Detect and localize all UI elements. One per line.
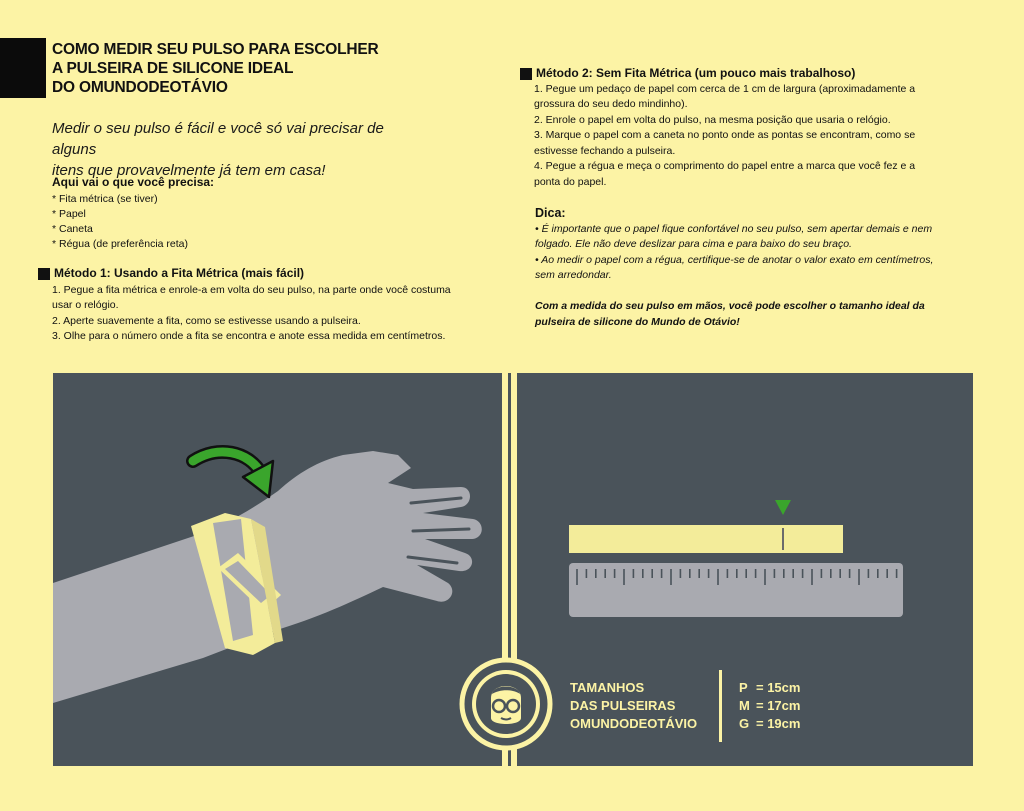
tip-line: sem arredondar. <box>535 269 612 281</box>
method2-line: 4. Pegue a régua e meça o comprimento do papel entre a marca que você fez e a <box>534 160 916 172</box>
method1-line: 3. Olhe para o número onde a fita se encontra e anote essa medida em centímetros. <box>52 330 446 342</box>
wrist-illustration-panel <box>53 373 502 766</box>
bullet-square-icon <box>38 268 50 280</box>
method2-line: 1. Pegue um pedaço de papel com cerca de 1 cm de largura (aproximadamente a <box>534 82 916 95</box>
closing-text <box>535 298 955 330</box>
bullet-square-icon <box>520 68 532 80</box>
method2-heading <box>520 66 950 82</box>
title-line: DO OMUNDODEOTÁVIO <box>52 79 228 96</box>
method2-line: grossura do seu dedo mindinho). <box>534 98 688 110</box>
sizes-list <box>739 679 800 733</box>
intro-line: itens que provavelmente já tem em casa! <box>52 162 326 179</box>
needs-section <box>52 175 352 252</box>
closing-line: pulseira de silicone do Mundo de Otávio! <box>535 316 740 328</box>
sizes-title <box>570 679 697 733</box>
needs-item: * Fita métrica (se tiver) <box>52 193 158 205</box>
method1-heading <box>38 266 488 282</box>
size-label: M <box>739 698 750 713</box>
size-value: = 17cm <box>756 698 801 713</box>
tip-line: folgado. Ele não deve deslizar para cima e para baixo do seu braço. <box>535 238 852 250</box>
needs-item: * Régua (de preferência reta) <box>52 238 188 250</box>
tip-line: • É importante que o papel fique confortável no seu pulso, sem apertar demais e nem <box>535 222 933 235</box>
method1-line: 1. Pegue a fita métrica e enrole-a em volta do seu pulso, na parte onde você costuma <box>52 283 451 296</box>
method1-section <box>38 266 488 345</box>
size-row <box>739 715 800 733</box>
method2-line: 2. Enrole o papel em volta do pulso, na mesma posição que usaria o relógio. <box>534 113 891 126</box>
method2-line: estivesse fechando a pulseira. <box>534 144 676 157</box>
title-line: COMO MEDIR SEU PULSO PARA ESCOLHER <box>52 41 379 58</box>
page-title <box>52 40 432 97</box>
sizes-title-line: OMUNDODEOTÁVIO <box>570 716 698 731</box>
method2-line: ponta do papel. <box>534 175 607 188</box>
arm-illustration <box>53 373 502 766</box>
arrow-icon <box>193 452 273 497</box>
method2-line: 3. Marque o papel com a caneta no ponto onde as pontas se encontram, como se <box>534 129 916 141</box>
method1-heading-text: Método 1: Usando a Fita Métrica (mais fácil) <box>54 266 305 280</box>
size-label: P <box>739 680 748 695</box>
method1-line: usar o relógio. <box>52 299 119 311</box>
marker-triangle-icon <box>775 500 791 515</box>
title-line: A PULSEIRA DE SILICONE IDEAL <box>52 60 294 77</box>
tip-section <box>535 206 955 284</box>
method2-heading-text: Método 2: Sem Fita Métrica (um pouco mais trabalhoso) <box>536 66 856 80</box>
sizes-divider <box>719 670 722 742</box>
corner-block <box>0 38 46 98</box>
intro-line: Medir o seu pulso é fácil e você só vai precisar de alguns <box>52 120 384 158</box>
size-value: = 19cm <box>756 716 801 731</box>
needs-heading: Aqui vai o que você precisa: <box>52 175 215 189</box>
size-value: = 15cm <box>756 680 801 695</box>
sizes-title-line: DAS PULSEIRAS <box>570 698 676 713</box>
needs-item: * Papel <box>52 208 86 220</box>
logo-icon <box>458 656 554 752</box>
tip-line: • Ao medir o papel com a régua, certifique-se de anotar o valor exato em centímetros, <box>535 253 934 266</box>
method1-line: 2. Aperte suavemente a fita, como se estivesse usando a pulseira. <box>52 314 361 327</box>
intro-text <box>52 118 432 181</box>
needs-item: * Caneta <box>52 223 93 235</box>
tip-heading: Dica: <box>535 206 566 220</box>
size-label: G <box>739 716 750 731</box>
method2-section <box>520 66 950 190</box>
closing-line: Com a medida do seu pulso em mãos, você pode escolher o tamanho ideal da <box>535 300 925 312</box>
paper-strip <box>569 525 843 553</box>
sizes-title-line: TAMANHOS <box>570 680 645 695</box>
size-row <box>739 697 800 715</box>
size-row <box>739 679 800 697</box>
